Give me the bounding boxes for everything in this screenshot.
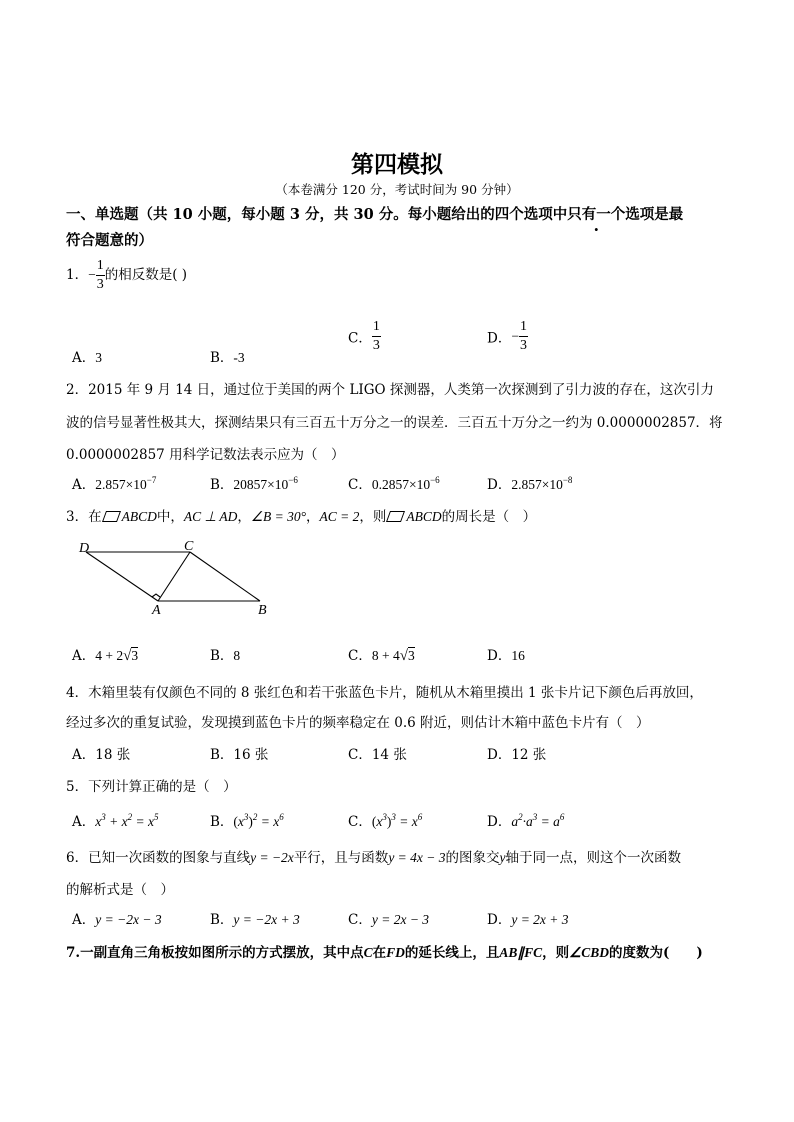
q6-option-a: A．y = −2x − 3: [72, 912, 162, 928]
q3-option-b: B．8: [210, 648, 241, 664]
q4-option-d: D．12 张: [487, 747, 547, 763]
label-b: B: [258, 603, 267, 618]
fraction: $\frac{1}{3}$: [96, 258, 104, 292]
q2-option-a: A．$2.857\times 10^{-7}$: [72, 475, 157, 493]
q4-option-a: A．18 张: [72, 747, 131, 763]
parallelogram-figure: [70, 538, 280, 618]
q4-option-b: B．16 张: [210, 747, 269, 763]
question-2-line2: 波的信号显著性极其大，探测结果只有三百五十万分之一的误差．三百五十万分之一约为 0.0000002857．将: [66, 415, 723, 431]
q2-option-c: C．$0.2857\times 10^{-6}$: [348, 475, 440, 493]
question-4-line2: 经过多次的重复试验，发现摸到蓝色卡片的频率稳定在 0.6 附近，则估计木箱中蓝色卡片有（ ）: [66, 715, 650, 731]
section-text-c: 选项是最: [625, 206, 684, 223]
question-number: 1．: [66, 267, 89, 283]
q6-option-b: B．y = −2x + 3: [210, 912, 300, 928]
question-7: 7.一副直角三角板按如图所示的方式摆放，其中点C在FD的延长线上，且AB∥FC，则∠CBD的度数为( ): [66, 945, 703, 961]
question-3: 3．在 ABCD中，AC ⊥ AD，∠B = 30°，AC = 2，则 ABCD的周长是（ ）: [66, 509, 537, 525]
question-2-line1: 2．2015 年 9 月 14 日，通过位于美国的两个 LIGO 探测器，人类第一次探测到了引力波的存在，这次引力: [66, 382, 714, 398]
q2-option-b: B．$20857\times 10^{-6}$: [210, 475, 298, 493]
question-2-line3: 0.0000002857 用科学记数法表示应为（ ）: [66, 447, 345, 463]
q1-option-c: C． $\frac{1}{3}$: [348, 319, 380, 353]
q1-option-b: B．-3: [210, 350, 245, 366]
q3-option-a: A．4 + 2√3: [72, 648, 139, 664]
parallelogram-icon: [386, 511, 405, 522]
section-header-line2: 符合题意的）: [66, 232, 153, 249]
section-text-a: 一、单选题（共 10 小题，每小题 3 分，共 30 分。每小题给出的四个选项中: [66, 206, 568, 223]
q1-option-d: D．− $\frac{1}{3}$: [487, 319, 527, 353]
q5-option-b: B．$(x^3)^2 = x^6$: [210, 812, 284, 830]
label-a: A: [152, 603, 161, 618]
q3-option-c: C．8 + 4√3: [348, 648, 415, 664]
q4-option-c: C．14 张: [348, 747, 407, 763]
fraction: $\frac{1}{3}$: [372, 319, 380, 353]
q6-option-d: D．y = 2x + 3: [487, 912, 569, 928]
q5-option-a: A．$x^3 + x^2 = x^5$: [72, 812, 159, 830]
fraction: $\frac{1}{3}$: [519, 319, 527, 353]
question-6-line1: 6．已知一次函数的图象与直线y = −2x平行，且与函数y = 4x − 3的图象交y轴于同一点，则这个一次函数: [66, 850, 682, 866]
question-5: 5．下列计算正确的是（ ）: [66, 779, 237, 795]
q1-option-a: A．3: [72, 350, 102, 366]
page-title: 第四模拟: [351, 151, 443, 178]
label-d: D: [79, 541, 90, 556]
parallelogram-icon: [102, 511, 121, 522]
q5-option-d: D．$a^2\cdot a^3 = a^6$: [487, 812, 565, 830]
question-4-line1: 4．木箱里装有仅颜色不同的 8 张红色和若干张蓝色卡片，随机从木箱里摸出 1 张卡片记下颜色后再放回，: [66, 685, 703, 701]
section-emphasis: 只有一个: [567, 206, 626, 223]
label-c: C: [184, 539, 194, 554]
q6-option-c: C．y = 2x − 3: [348, 912, 430, 928]
question-1: [66, 259, 187, 292]
question-text: 的相反数是( ): [104, 267, 188, 283]
q3-option-d: D．16: [487, 648, 525, 664]
minus-sign: −: [88, 267, 96, 282]
exam-info: （本卷满分 120 分，考试时间为 90 分钟）: [275, 182, 519, 197]
section-header-line1: [66, 203, 683, 224]
q2-option-d: D．$2.857\times 10^{-8}$: [487, 475, 573, 493]
q5-option-c: C．$(x^3)^3 = x^6$: [348, 812, 423, 830]
question-6-line2: 的解析式是（ ）: [66, 882, 174, 898]
